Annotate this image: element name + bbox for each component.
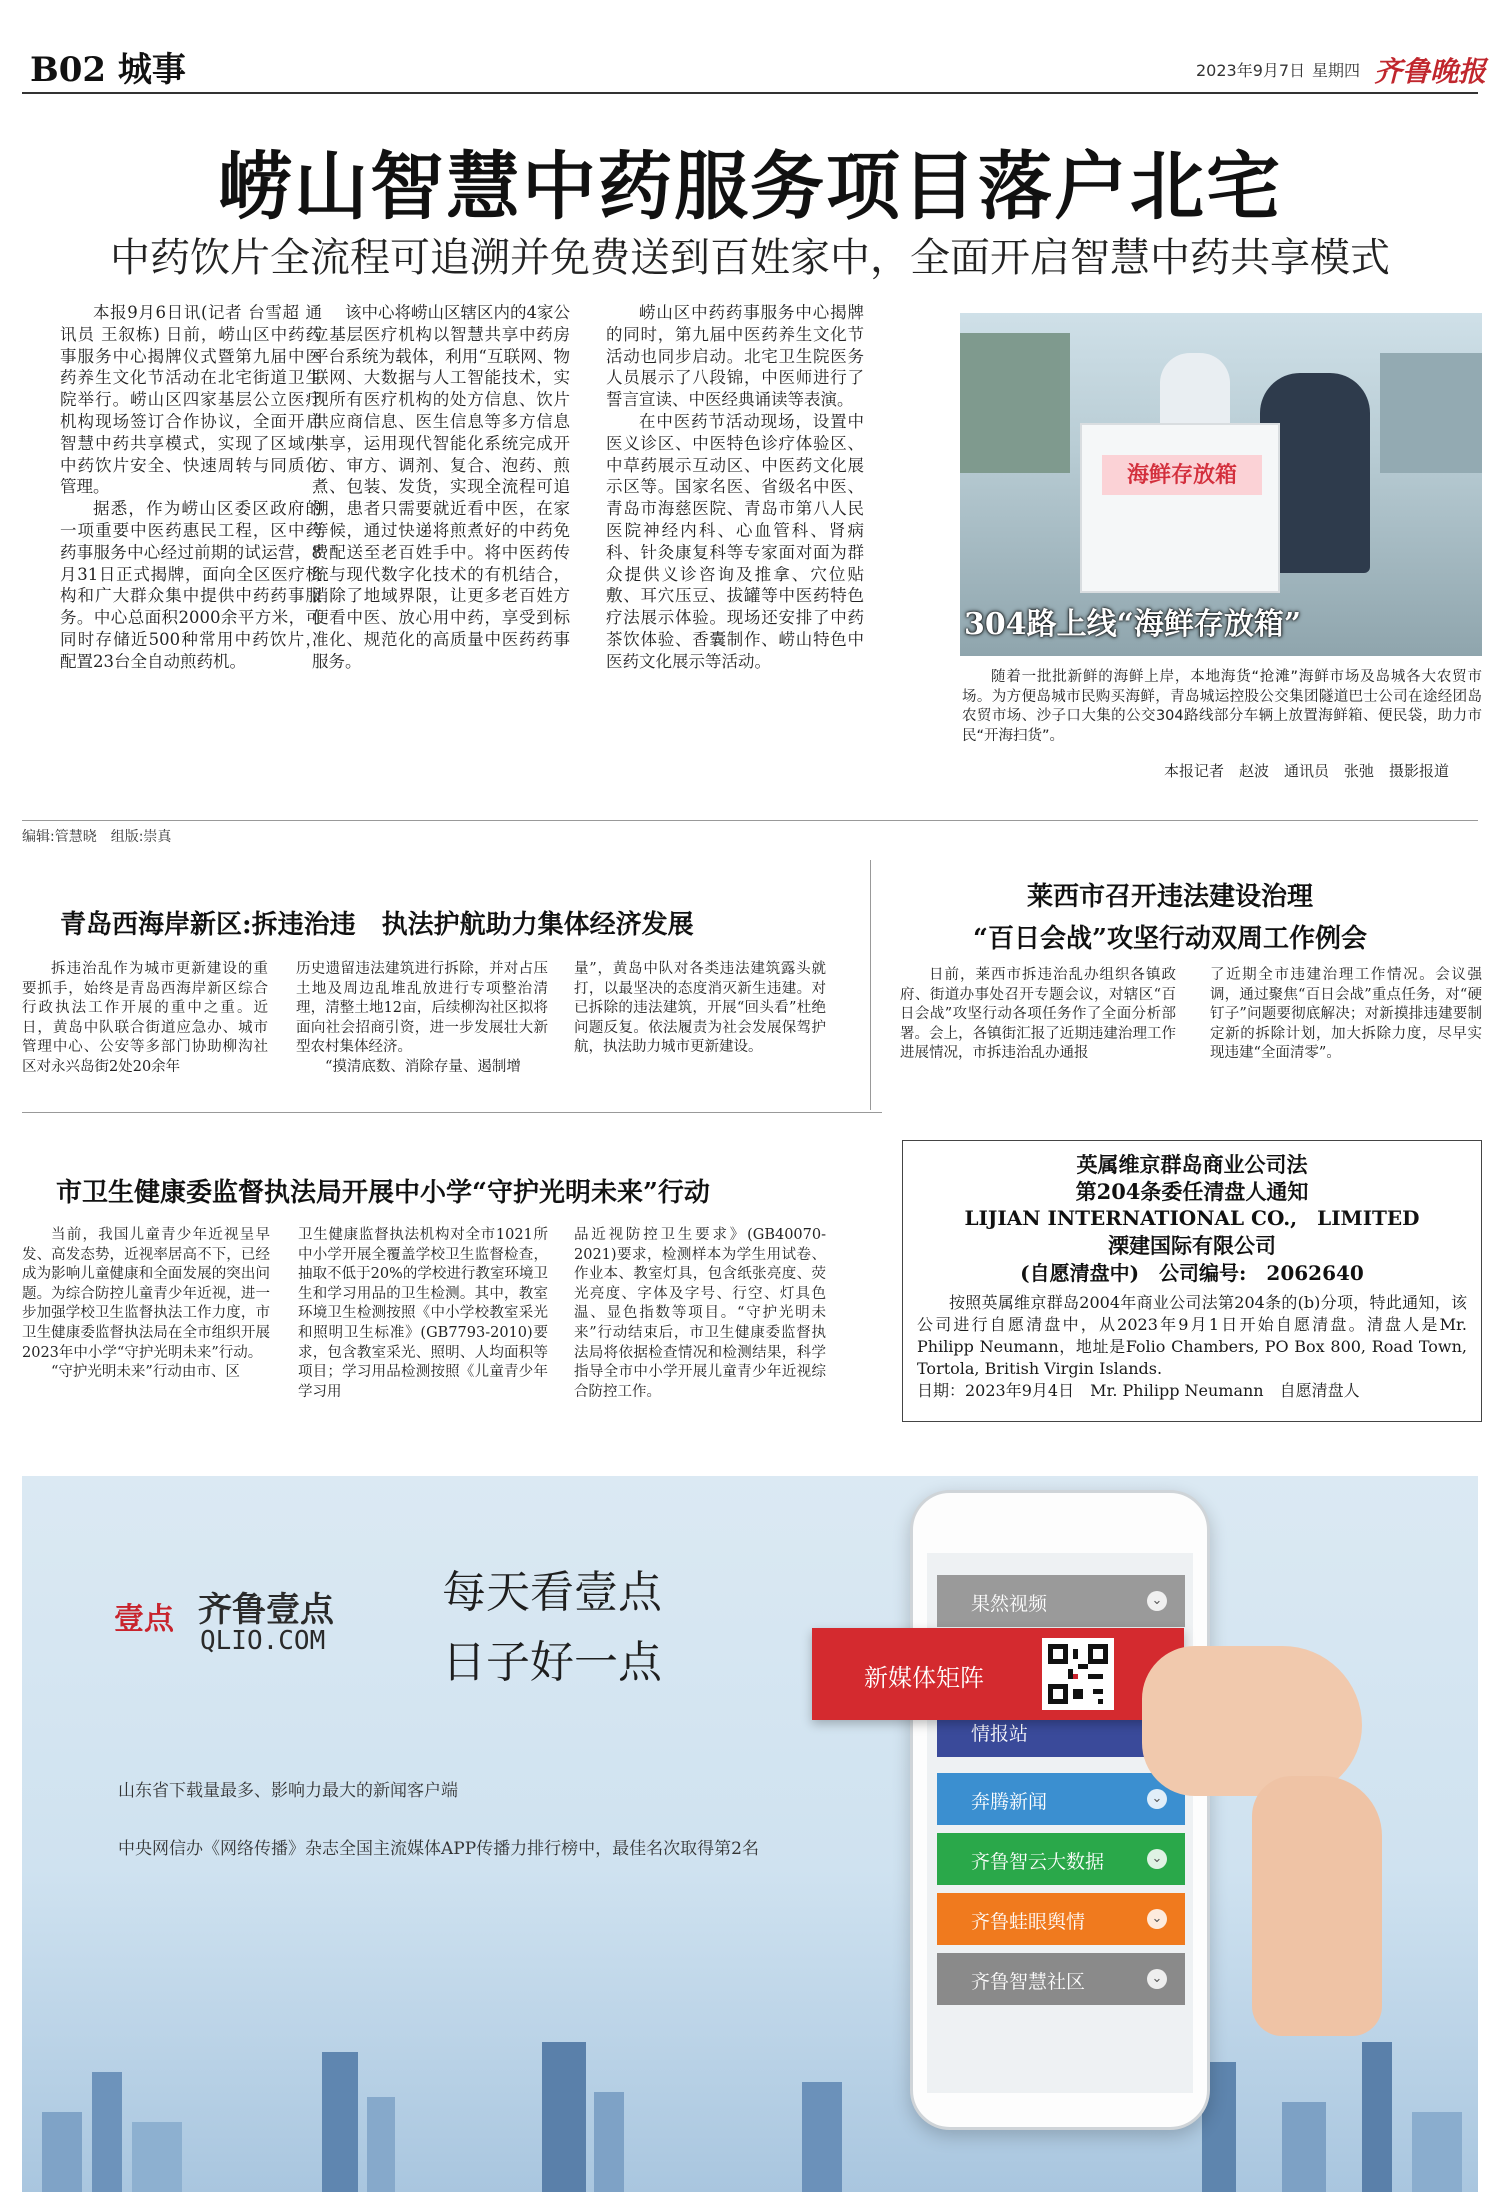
app-menu-item-label: 齐鲁智云大数据 [971,1851,1105,1873]
editor-credit: 编辑:管慧晓 组版:崇真 [22,829,172,845]
app-advertisement [22,1476,1478,2192]
page-section-label: B02 城事 [30,50,186,90]
phone-mockup [910,1490,1210,2130]
ad-slogan-2: 日子好一点 [442,1637,662,1688]
notice-title-1: 英属维京群岛商业公司法 [1076,1152,1308,1177]
xihai-headline: 青岛西海岸新区:拆违治违 执法护航助力集体经济发展 [60,910,694,940]
lead-column-3 [606,302,864,673]
laixi-headline-1: 莱西市召开违法建设治理 [1026,882,1313,912]
app-menu-item-label: 齐鲁蛙眼舆情 [971,1911,1086,1933]
xihai-paragraph: 量”，黄岛中队对各类违法建筑露头就打，以最坚决的态度消灭新生违建。对已拆除的违法建筑，开展“回头看”杜绝问题反复。依法履责为社会发展保驾护航，执法助力城市更新建设。 [574,961,826,1056]
health-paragraph: 当前，我国儿童青少年近视呈早发、高发态势，近视率居高不下，已经成为影响儿童健康和全面发展的突出问题。为综合防控儿童青少年近视，进一步加强学校卫生监督执法工作力度，市卫生健康委监督执法局在全市组织开展2023年中小学“守护光明未来”行动。 [22,1227,270,1361]
xihai-paragraph: 拆违治乱作为城市更新建设的重要抓手，始终是青岛西海岸新区综合行政执法工作开展的重中之重。近日，黄岛中队联合街道应急办、城市管理中心、公安等多部门协助柳沟社区对永兴岛街2处20余年 [22,961,268,1075]
legal-notice-box [902,1140,1482,1422]
notice-signature: 日期：2023年9月4日 Mr. Philipp Neumann 自愿清盘人 [917,1381,1360,1400]
app-logo-mark: 壹点 [114,1602,174,1637]
ad-tagline-2: 中央网信办《网络传播》杂志全国主流媒体APP传播力排行榜中，最佳名次取得第2名 [118,1839,759,1859]
laixi-paragraph: 日前，莱西市拆违治乱办组织各镇政府、街道办事处召开专题会议，对辖区“百日会战”攻坚行动各项任务作了全面分析部署。会上，各镇街汇报了近期违建治理工作进展情况，市拆违治乱办通报 [900,967,1176,1062]
chevron-down-icon: ⌄ [1147,1909,1167,1929]
lead-paragraph: 本报9月6日讯(记者 台雪超 通讯员 王叙栋) 日前，崂山区中药药事服务中心揭牌仪式暨第九届中医药养生文化节活动在北宅街道卫生院举行。崂山区四家基层公立医疗机构现场签订合作协议，全面开启智慧中药共享模式，实现了区域内中药饮片安全、快速周转与同质化管理。 [60,303,322,497]
ad-slogan-1: 每天看壹点 [442,1567,662,1618]
app-menu-item [937,1833,1185,1885]
notice-title-2: 第204条委任清盘人通知 [1075,1179,1309,1204]
issue-weekday: 星期四 [1312,61,1361,80]
xihai-paragraph: “摸清底数、消除存量、遏制增 [325,1058,521,1075]
chevron-down-icon: ⌄ [1147,1591,1167,1611]
health-paragraph: 卫生健康监督执法机构对全市1021所中小学开展全覆盖学校卫生监督检查，抽取不低于20%的学校进行教室环境卫生和学习用品的卫生检测。其中，教室环境卫生检测按照《中小学校教室采光和照明卫生标准》(GB7793-2010)要求，包含教室采光、照明、人均面积等项目；学习用品检测按照《儿童青少年学习用 [298,1227,548,1400]
lead-paragraph: 据悉，作为崂山区委区政府的一项重要中医药惠民工程，区中药药事服务中心经过前期的试运营，8月31日正式揭牌，面向全区医疗机构和广大群众集中提供中药药事服务。中心总面积2000余平方米，可同时存储近500种常用中药饮片，配置23台全自动煎药机。 [60,499,322,671]
notice-company-en: LIJIAN INTERNATIONAL CO., LIMITED [964,1206,1420,1230]
app-logo-domain: QLIO.COM [200,1626,326,1656]
health-paragraph: “守护光明未来”行动由市、区 [51,1364,240,1381]
bus-window [1380,353,1482,473]
paper-logo: 齐鲁晚报 [1374,55,1487,88]
qr-code-icon [1042,1638,1114,1710]
app-menu-item-label: 情报站 [971,1723,1029,1745]
notice-body: 按照英属维京群岛2004年商业公司法第204条的(b)分项，特此通知，该公司进行自愿清盘中，从2023年9月1日开始自愿清盘。清盘人是Mr. Philipp Neumann，地址是Folio Chambers, PO Box 800, Road Town, Tortola, British Virgin Islands. [917,1293,1467,1378]
hand-illustration [1142,1646,1362,1796]
seafood-box [1080,423,1280,593]
photo-overlay-title: 304路上线“海鲜存放箱” [964,607,1302,642]
laixi-paragraph: 了近期全市违建治理工作情况。会议强调，通过聚焦“百日会战”重点任务，对“硬钉子”问题要彻底解决；对新摸排违建要制定新的拆除计划，加大拆除力度，尽早实现违建“全面清零”。 [1210,967,1482,1062]
section-divider [22,820,1478,821]
xihai-paragraph: 历史遗留违法建筑进行拆除，并对占压土地及周边乱堆乱放进行专项整治清理，清整土地12亩，后续柳沟社区拟将面向社会招商引资，进一步发展壮大新型农村集体经济。 [296,961,548,1056]
lead-subheadline: 中药饮片全流程可追溯并免费送到百姓家中，全面开启智慧中药共享模式 [110,235,1390,281]
issue-date: 2023年9月7日 [1196,61,1306,80]
chevron-down-icon: ⌄ [1147,1789,1167,1809]
laixi-column-2 [1210,966,1482,1064]
photo-caption [962,668,1482,746]
hand-illustration [1252,1776,1382,2036]
city-skyline [22,2032,1478,2192]
health-column-1 [22,1226,270,1383]
health-column-2 [298,1226,548,1402]
health-paragraph: 品近视防控卫生要求》(GB40070-2021)要求，检测样本为学生用试卷、作业本、教室灯具，包含纸张亮度、荧光亮度、字体及字号、行空、灯具色温、显色指数等项目。“守护光明未来”行动结束后，市卫生健康委监督执法局将依据检查情况和检测结果，科学指导全市中小学开展儿童青少年近视综合防控工作。 [574,1227,826,1400]
app-menu-item-label: 齐鲁智慧社区 [971,1971,1086,1993]
app-menu-item [937,1893,1185,1945]
app-menu-item [937,1575,1185,1627]
laixi-headline-2: “百日会战”攻坚行动双周工作例会 [973,924,1367,954]
lead-column-2 [312,302,570,673]
ad-tagline-1: 山东省下载量最多、影响力最大的新闻客户端 [118,1781,458,1801]
lead-paragraph: 在中医药节活动现场，设置中医义诊区、中医特色诊疗体验区、中草药展示互动区、中医药文化展示区等。国家名医、省级名中医、青岛市海慈医院、青岛市第八人民医院神经内科、心血管科、肾病科、针灸康复科等专家面对面为群众提供义诊咨询及推拿、穴位贴敷、耳穴压豆、拔罐等中医药特色疗法展示体验。现场还安排了中药茶饮体验、香囊制作、崂山特色中医药文化展示等活动。 [606,411,864,671]
new-media-banner [812,1628,1184,1720]
photo-caption-text: 随着一批批新鲜的海鲜上岸，本地海货“抢滩”海鲜市场及岛城各大农贸市场。为方便岛城市民购买海鲜，青岛城运控股公交集团隧道巴士公司在途经团岛农贸市场、沙子口大集的公交304路线部分车辆上放置海鲜箱、便民袋，助力市民“开海扫货”。 [962,669,1482,744]
xihai-column-2 [296,960,548,1078]
app-menu-item-label: 果然视频 [971,1593,1048,1615]
notice-company-cn: 溧建国际有限公司 [1108,1233,1276,1258]
bus-window [960,333,1070,473]
section-divider [22,1112,882,1113]
laixi-column-1 [900,966,1176,1064]
seafood-box-label: 海鲜存放箱 [1102,455,1262,495]
lead-headline: 崂山智慧中药服务项目落户北宅 [218,144,1282,230]
app-menu-item-label: 奔腾新闻 [971,1791,1048,1813]
new-media-banner-label: 新媒体矩阵 [864,1664,984,1692]
app-logo-name: 齐鲁壹点 [198,1590,334,1630]
lead-paragraph: 崂山区中药药事服务中心揭牌的同时，第九届中医药养生文化节活动也同步启动。北宅卫生院医务人员展示了八段锦，中医师进行了誓言宣读、中医经典诵读等表演。 [606,303,864,410]
health-headline: 市卫生健康委监督执法局开展中小学“守护光明未来”行动 [56,1178,710,1208]
news-photo [960,313,1482,656]
photo-credit: 本报记者 赵波 通讯员 张弛 摄影报道 [1164,762,1450,780]
chevron-down-icon: ⌄ [1147,1969,1167,1989]
notice-company-number: (自愿清盘中) 公司编号: 2062640 [1020,1261,1364,1285]
app-menu-item [937,1773,1185,1825]
lead-column-1 [60,302,322,673]
xihai-column-3 [574,960,826,1058]
section-divider [870,860,871,1110]
lead-paragraph: 该中心将崂山区辖区内的4家公立基层医疗机构以智慧共享中药房平台系统为载体，利用“互联网、物联网、大数据与人工智能技术，实现所有医疗机构的处方信息、饮片供应商信息、医生信息等多方信息共享，运用现代智能化系统完成开方、审方、调剂、复合、泡药、煎煮、包装、发货，实现全流程可追溯，患者只需要就近看中医，在家等候，通过快递将煎煮好的中药免费配送至老百姓手中。将中医药传统与现代数字化技术的有机结合，消除了地域界限，让更多老百姓方便看中医、放心用中药，享受到标准化、规范化的高质量中医药药事服务。 [312,303,570,671]
xihai-column-1 [22,960,268,1078]
masthead-rule [22,92,1478,94]
app-menu-item [937,1953,1185,2005]
health-column-3 [574,1226,826,1402]
chevron-down-icon: ⌄ [1147,1849,1167,1869]
